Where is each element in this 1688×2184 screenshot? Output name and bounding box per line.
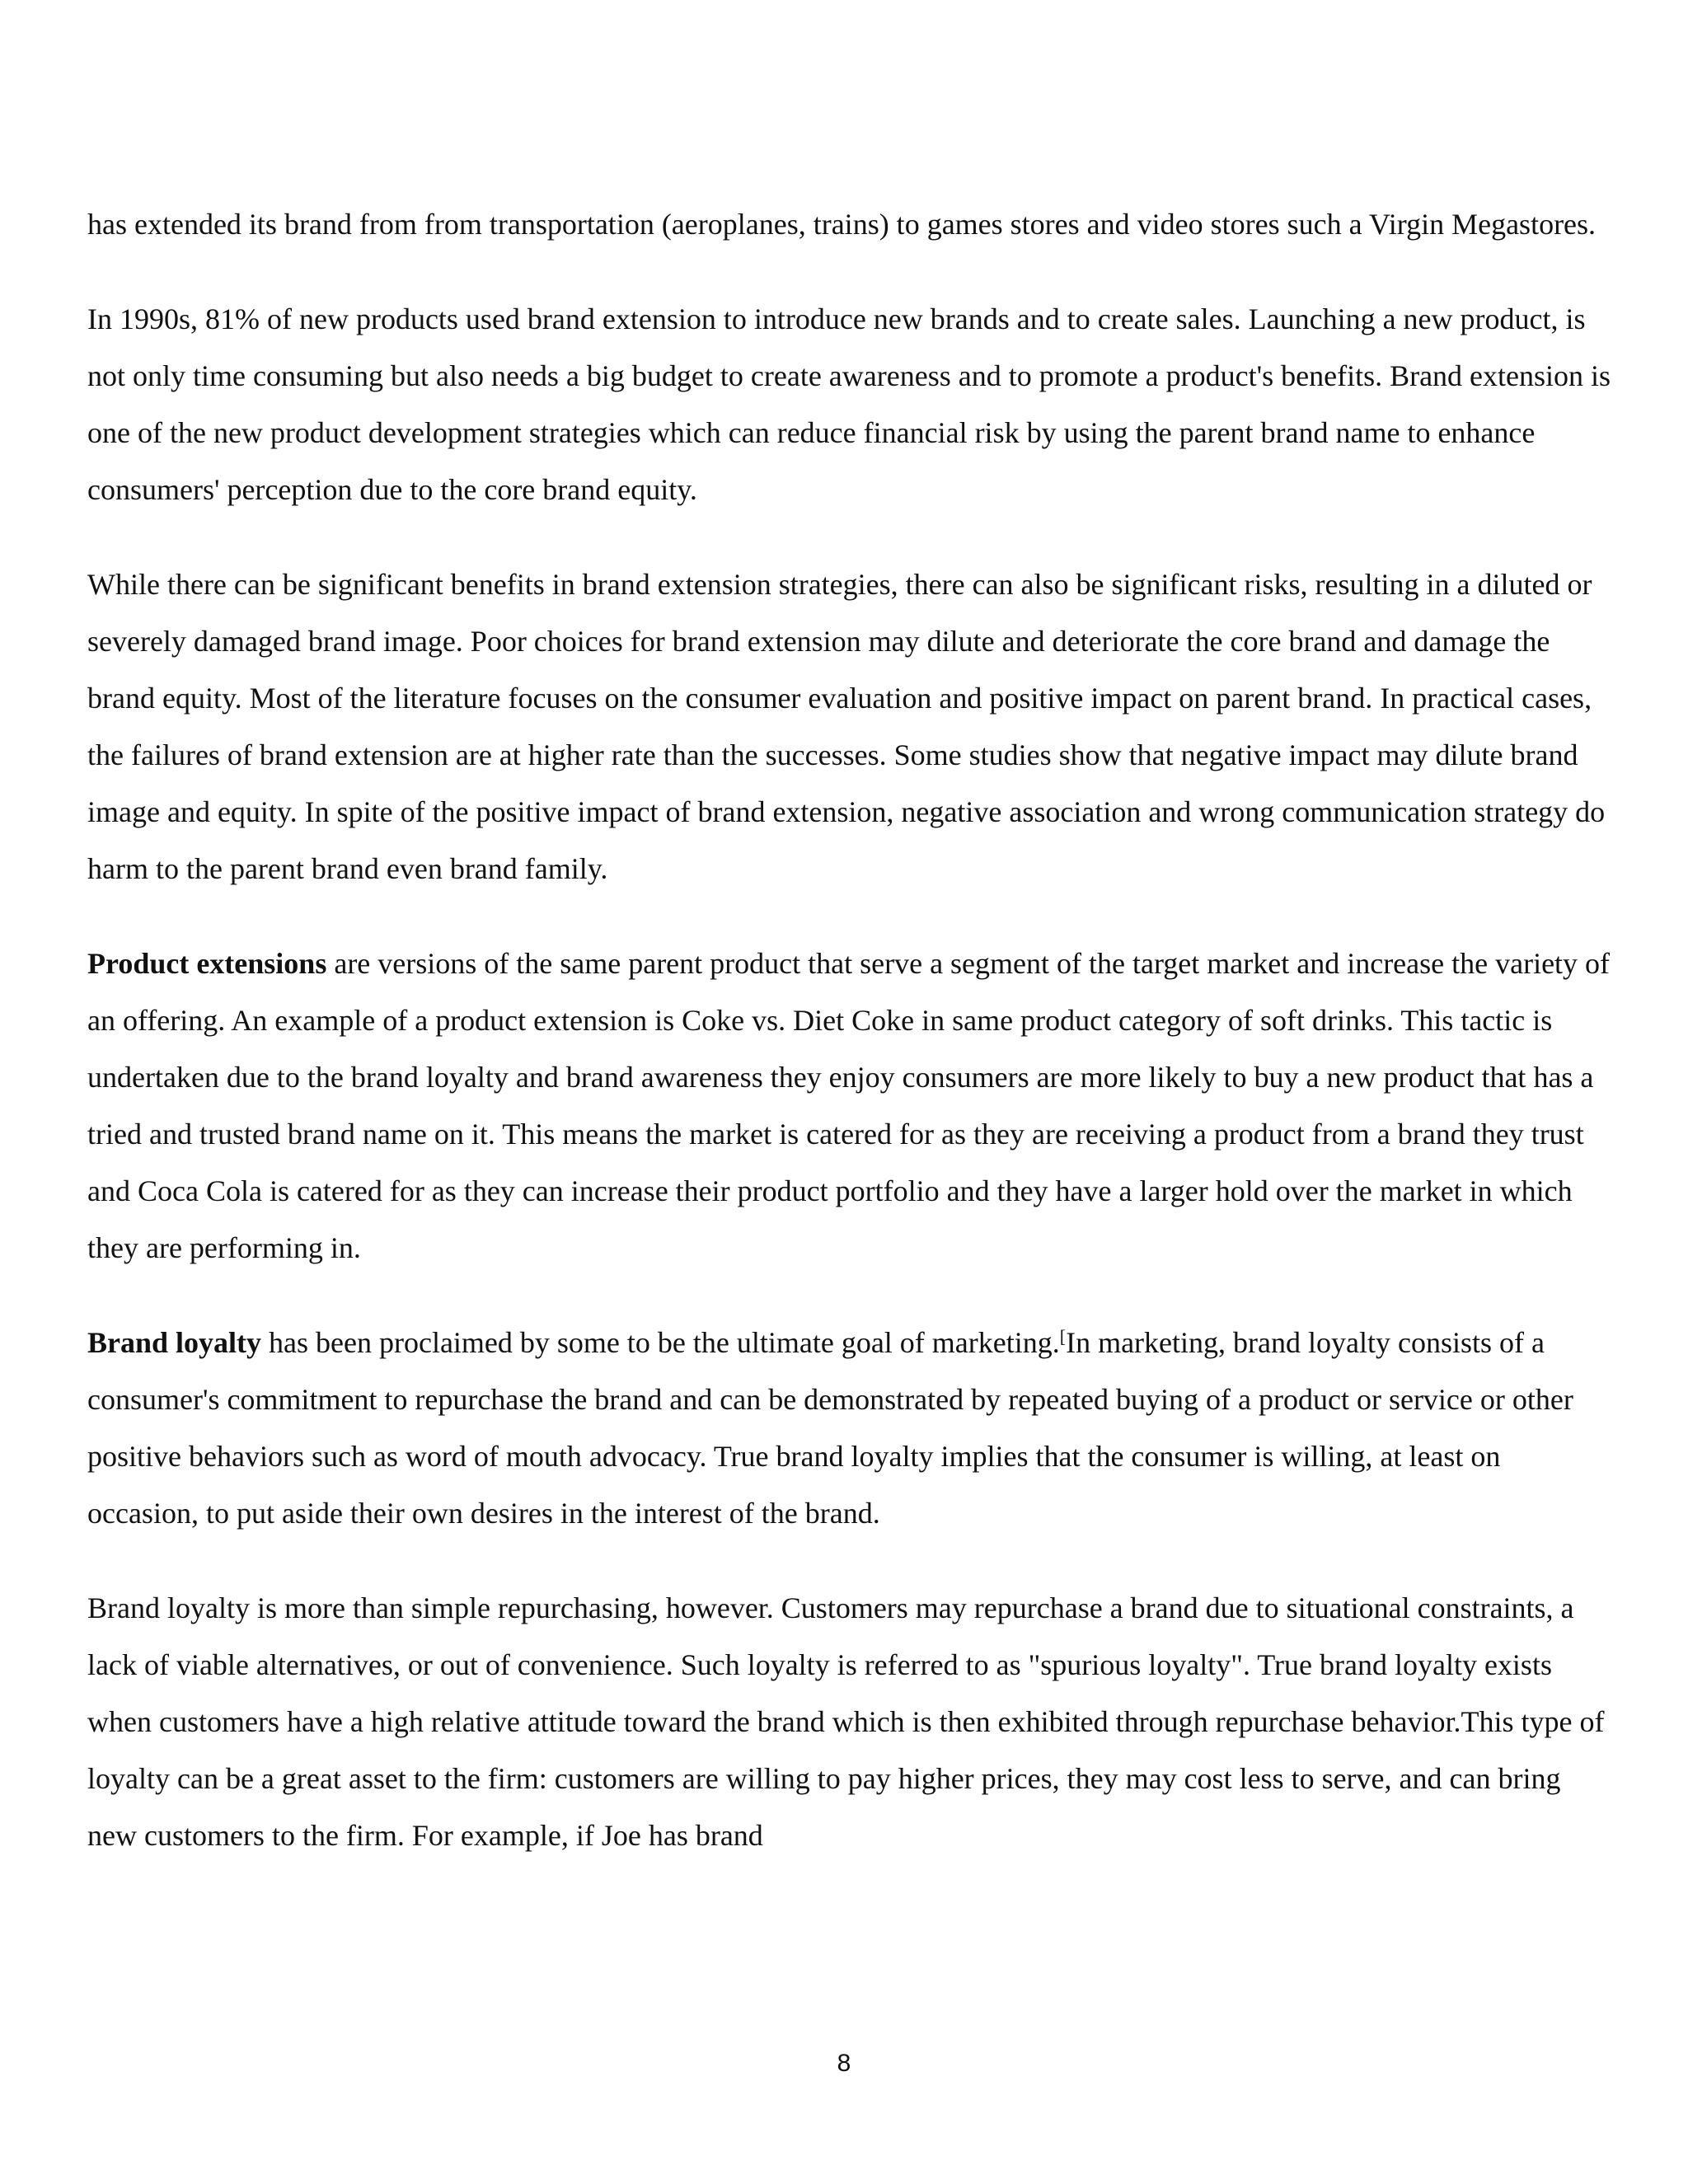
paragraph-product-extensions bbox=[87, 935, 1612, 1277]
paragraph-text: Brand loyalty is more than simple repurchasing, however. Customers may repurchase a brand due to situational constraints, a lack of viable alternatives, or out of convenience. Such loyalty is referred to as "spurious loyalty". True brand loyalty exists when customers have a high relative attitude toward the brand which is then exhibited through repurchase behavior.This type of loyalty can be a great asset to the firm: customers are willing to pay higher prices, they may cost less to serve, and can bring new customers to the firm. For example, if Joe has brand bbox=[87, 1591, 1605, 1852]
paragraph-extension-risks bbox=[87, 556, 1612, 898]
paragraph-text: has extended its brand from from transportation (aeroplanes, trains) to games stores and video stores such a Virgin Megastores. bbox=[87, 208, 1597, 241]
paragraph-spurious-loyalty bbox=[87, 1580, 1612, 1864]
document-body bbox=[87, 196, 1612, 1902]
paragraph-text: In marketing, brand loyalty consists of a consumer's commitment to repurchase the brand and can be demonstrated by repeated buying of a product or service or other positive behaviors such as word of mouth advocacy. True brand loyalty implies that the consumer is willing, at least on occasion, to put aside their own desires in the interest of the brand. bbox=[87, 1326, 1573, 1530]
term-product-extensions: Product extensions bbox=[87, 947, 327, 980]
paragraph-text: are versions of the same parent product that serve a segment of the target market and increase the variety of an offering. An example of a product extension is Coke vs. Diet Coke in same product category of soft drinks. This tactic is undertaken due to the brand loyalty and brand awareness they enjoy consumers are more likely to buy a new product that has a tried and trusted brand name on it. This means the market is catered for as they are receiving a product from a brand they trust and Coca Cola is catered for as they can increase their product portfolio and they have a larger hold over the market in which they are performing in. bbox=[87, 947, 1611, 1264]
paragraph-1990s-brand-extension bbox=[87, 291, 1612, 518]
paragraph-text: In 1990s, 81% of new products used brand extension to introduce new brands and to create sales. Launching a new product, is not only time consuming but also needs a big budget to create awareness and to promote a product's benefits. Brand extension is one of the new product development strategies which can reduce financial risk by using the parent brand name to enhance consumers' perception due to the core brand equity. bbox=[87, 302, 1611, 506]
page-number: 8 bbox=[837, 2050, 851, 2077]
paragraph-virgin-extension bbox=[87, 196, 1612, 253]
term-brand-loyalty: Brand loyalty bbox=[87, 1326, 262, 1359]
paragraph-brand-loyalty bbox=[87, 1315, 1612, 1542]
paragraph-text: While there can be significant benefits in brand extension strategies, there can also be significant risks, resulting in a diluted or severely damaged brand image. Poor choices for brand extension may dilute and deteriorate the core brand and damage the brand equity. Most of the literature focuses on the consumer evaluation and positive impact on parent brand. In practical cases, the failures of brand extension are at higher rate than the successes. Some studies show that negative impact may dilute brand image and equity. In spite of the positive impact of brand extension, negative association and wrong communication strategy do harm to the parent brand even brand family. bbox=[87, 568, 1606, 885]
citation-bracket-mark: [ bbox=[1059, 1326, 1067, 1347]
paragraph-text: has been proclaimed by some to be the ultimate goal of marketing. bbox=[261, 1326, 1060, 1359]
